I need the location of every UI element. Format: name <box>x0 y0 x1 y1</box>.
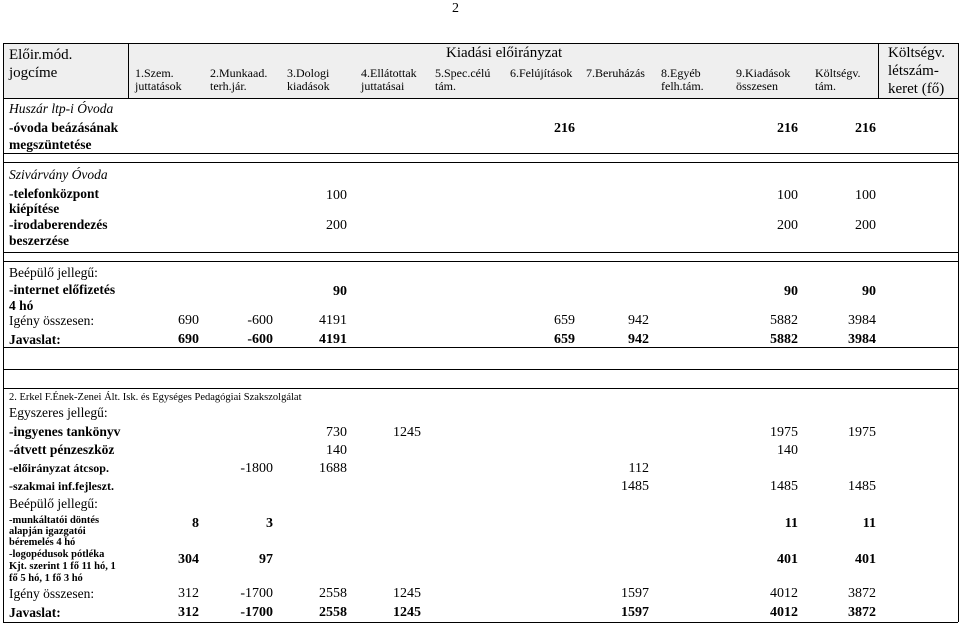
cell-igeny1-8: 942 <box>628 313 649 328</box>
cell-internet-9: 90 <box>784 284 798 299</box>
cell-igeny1-1: 690 <box>178 313 199 328</box>
cell-igeny2-3: 2558 <box>319 586 347 601</box>
label-beepulo-2: Beépülő jellegű: <box>9 496 98 511</box>
row-label-logopedus-3: fő 5 hó, 1 fő 3 hó <box>9 573 83 584</box>
cell-igeny2-1: 312 <box>178 586 199 601</box>
cell-huszar-10: 216 <box>855 121 876 136</box>
row-label-igeny-2: Igény összesen: <box>9 586 95 601</box>
header-group-title: Kiadási előirányzat <box>446 45 563 61</box>
col-header-4b: juttatásai <box>361 79 405 93</box>
cell-iroda-10: 200 <box>855 218 876 233</box>
cell-javaslat1-10: 3984 <box>848 332 876 347</box>
section-title-huszar: Huszár ltp-i Óvoda <box>9 101 114 116</box>
cell-atcsop-6: 112 <box>628 461 649 476</box>
col-header-2b: terh.jár. <box>210 79 247 93</box>
cell-atcsop-2: -1800 <box>240 461 273 476</box>
col-header-8a: 8.Egyéb <box>661 66 701 80</box>
cell-logopedus-9: 401 <box>777 552 798 567</box>
row-label-javaslat-2: Javaslat: <box>9 605 61 620</box>
row-label-huszar-2: megszüntetése <box>9 137 92 152</box>
col-header-last-c: keret (fő) <box>888 81 945 97</box>
row-label-iroda-1: -irodaberendezés <box>9 217 108 232</box>
cell-atvett-3: 140 <box>326 443 347 458</box>
row-label-telefon-1: -telefonközpont <box>9 186 99 201</box>
cell-javaslat2-1: 312 <box>178 605 199 620</box>
cell-igeny1-9: 5882 <box>770 313 798 328</box>
cell-atcsop-3: 1688 <box>319 461 347 476</box>
cell-telefon-3: 100 <box>326 188 347 203</box>
cell-munkaltatoi-1: 8 <box>192 516 199 531</box>
cell-javaslat2-8: 1597 <box>621 605 649 620</box>
cell-huszar-9: 216 <box>777 121 798 136</box>
cell-logopedus-1: 304 <box>178 552 199 567</box>
cell-javaslat2-4: 1245 <box>393 605 421 620</box>
cell-szakmai-9: 1485 <box>770 479 798 494</box>
row-label-szakmai: -szakmai inf.fejleszt. <box>9 479 114 493</box>
cell-igeny1-2: -600 <box>247 313 273 328</box>
col-header-1b: juttatások <box>135 79 182 93</box>
cell-iroda-3: 200 <box>326 218 347 233</box>
cell-igeny1-3: 4191 <box>319 313 347 328</box>
cell-igeny2-8: 1597 <box>621 586 649 601</box>
cell-internet-3: 90 <box>333 284 347 299</box>
col-header-4a: 4.Ellátottak <box>361 66 417 80</box>
row-label-munkaltatoi-1: -munkáltatói döntés <box>9 515 100 526</box>
col-header-6: 6.Felújítások <box>510 66 573 80</box>
col-header-5a: 5.Spec.célú <box>435 66 491 80</box>
col-header-5b: tám. <box>435 79 456 93</box>
cell-javaslat1-9: 5882 <box>770 332 798 347</box>
cell-telefon-9: 100 <box>777 188 798 203</box>
row-label-logopedus-1: -logopédusok pótléka <box>9 549 105 560</box>
cell-iroda-9: 200 <box>777 218 798 233</box>
row-label-internet-2: 4 hó <box>9 298 34 313</box>
cell-atvett-9: 140 <box>777 443 798 458</box>
col-header-3b: kiadások <box>287 79 330 93</box>
cell-javaslat2-10: 3872 <box>848 605 876 620</box>
col-header-9a: 9.Kiadások <box>736 66 791 80</box>
cell-tankonyv-3: 730 <box>326 425 347 440</box>
col-header-8b: felh.tám. <box>661 79 704 93</box>
cell-javaslat1-7: 659 <box>554 332 575 347</box>
row-label-igeny-1: Igény összesen: <box>9 313 95 328</box>
section-title-erkel: 2. Erkel F.Ének-Zenei Ált. Isk. és Egységes Pedagógiai Szakszolgálat <box>9 392 302 403</box>
cell-javaslat1-1: 690 <box>178 332 199 347</box>
cell-javaslat1-3: 4191 <box>319 332 347 347</box>
cell-igeny2-2: -1700 <box>240 586 273 601</box>
col-header-last-b: létszám- <box>888 63 939 79</box>
row-label-telefon-2: kiépítése <box>9 201 60 216</box>
cell-telefon-10: 100 <box>855 188 876 203</box>
label-egyszeres: Egyszeres jellegű: <box>9 405 108 420</box>
col-header-2a: 2.Munkaad. <box>210 66 268 80</box>
row-label-javaslat-1: Javaslat: <box>9 332 61 347</box>
row-label-munkaltatoi-3: béremelés 4 hó <box>9 537 76 548</box>
cell-tankonyv-4: 1245 <box>393 425 421 440</box>
cell-javaslat1-2: -600 <box>247 332 273 347</box>
cell-logopedus-2: 97 <box>259 552 273 567</box>
col-header-9b: összesen <box>736 79 778 93</box>
cell-huszar-7: 216 <box>554 121 575 136</box>
cell-javaslat2-9: 4012 <box>770 605 798 620</box>
row-label-atcsop: -előirányzat átcsop. <box>9 461 109 475</box>
col-header-7: 7.Beruházás <box>586 66 645 80</box>
header-label-1: Előir.mód. <box>9 47 73 63</box>
row-label-internet-1: -internet előfizetés <box>9 282 116 297</box>
cell-igeny2-4: 1245 <box>393 586 421 601</box>
col-header-last-a: Költségv. <box>888 45 945 61</box>
cell-munkaltatoi-10: 11 <box>862 516 876 531</box>
cell-internet-10: 90 <box>862 284 876 299</box>
cell-szakmai-8: 1485 <box>621 479 649 494</box>
header-label-2: jogcíme <box>9 65 58 81</box>
col-header-10a: Költségv. <box>815 66 861 80</box>
cell-tankonyv-10: 1975 <box>848 425 876 440</box>
cell-munkaltatoi-9: 11 <box>784 516 798 531</box>
row-label-iroda-2: beszerzése <box>9 233 69 248</box>
cell-munkaltatoi-2: 3 <box>266 516 273 531</box>
section-title-szivarvany: Szivárvány Óvoda <box>9 167 108 182</box>
cell-igeny1-10: 3984 <box>848 313 876 328</box>
row-label-tankonyv: -ingyenes tankönyv <box>9 424 121 439</box>
cell-igeny2-10: 3872 <box>848 586 876 601</box>
col-header-1a: 1.Szem. <box>135 66 174 80</box>
row-label-logopedus-2: Kjt. szerint 1 fő 11 hó, 1 <box>9 561 116 572</box>
col-header-3a: 3.Dologi <box>287 66 330 80</box>
cell-tankonyv-9: 1975 <box>770 425 798 440</box>
page-number: 2 <box>452 1 459 16</box>
cell-javaslat2-2: -1700 <box>240 605 273 620</box>
label-beepulo-1: Beépülő jellegű: <box>9 265 98 280</box>
cell-logopedus-10: 401 <box>855 552 876 567</box>
cell-igeny2-9: 4012 <box>770 586 798 601</box>
cell-szakmai-10: 1485 <box>848 479 876 494</box>
row-label-munkaltatoi-2: alapján igazgatói <box>9 526 86 537</box>
cell-igeny1-7: 659 <box>554 313 575 328</box>
row-label-huszar-1: -óvoda beázásának <box>9 120 119 135</box>
col-header-10b: tám. <box>815 79 836 93</box>
cell-javaslat1-8: 942 <box>628 332 649 347</box>
cell-javaslat2-3: 2558 <box>319 605 347 620</box>
row-label-atvett: -átvett pénzeszköz <box>9 442 115 457</box>
